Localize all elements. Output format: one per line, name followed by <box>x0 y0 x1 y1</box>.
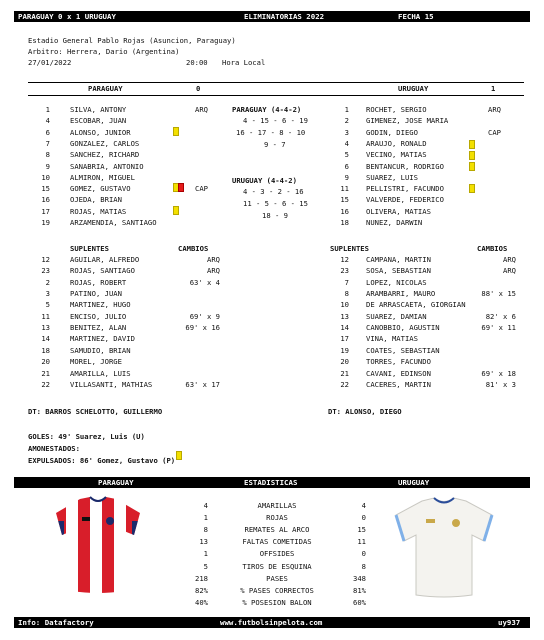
stat-label: % POSESION BALON <box>242 597 312 607</box>
player-number: 16 <box>41 195 50 205</box>
stat-home-value: 218 <box>195 573 208 583</box>
away-sub-row <box>0 290 544 299</box>
stats-row <box>0 599 544 608</box>
player-role: CAP <box>195 184 208 194</box>
home-team-name: PARAGUAY <box>88 84 123 93</box>
yellow-card-icon <box>469 140 475 149</box>
yellow-card-icon <box>173 206 179 215</box>
player-change: ARQ <box>503 255 516 264</box>
footer-source: Info: Datafactory <box>18 618 94 627</box>
stats-row <box>0 550 544 559</box>
stat-away-value: 0 <box>361 513 366 523</box>
sent-off-line: EXPULSADOS: 86' Gomez, Gustavo (P) <box>28 456 176 465</box>
goals-line: GOLES: 49' Suarez, Luis (U) <box>28 432 145 441</box>
player-name: ROJAS, MATIAS <box>70 206 127 216</box>
player-name: BENITEZ, ALAN <box>70 323 127 333</box>
home-formation-title: PARAGUAY (4-4-2) <box>232 105 302 114</box>
away-starter-row <box>0 163 544 172</box>
player-role: ARQ <box>195 105 208 114</box>
player-name: SOSA, SEBASTIAN <box>366 266 431 276</box>
player-change: 63' x 4 <box>189 277 220 287</box>
player-name: CAVANI, EDINSON <box>366 368 431 378</box>
player-number: 21 <box>340 368 349 378</box>
stats-row <box>0 575 544 584</box>
red-card-icon <box>178 183 184 192</box>
footer-site: www.futbolsinpelota.com <box>220 618 323 627</box>
player-number: 22 <box>340 379 349 389</box>
yellow-card-icon <box>173 127 179 136</box>
away-team-name: URUGUAY <box>398 84 429 93</box>
stat-away-value: 60% <box>353 597 366 607</box>
away-coach: DT: ALONSO, DIEGO <box>328 407 402 416</box>
stat-label: OFFSIDES <box>259 549 295 559</box>
stat-label: % PASES CORRECTOS <box>240 585 314 595</box>
yellow-card-icon <box>469 151 475 160</box>
player-number: 7 <box>344 277 349 287</box>
away-subs-header: SUPLENTES <box>330 244 369 253</box>
player-number: 18 <box>340 218 349 227</box>
player-change: 81' x 3 <box>485 379 516 389</box>
player-name: SANCHEZ, RICHARD <box>70 150 140 160</box>
player-number: 7 <box>45 138 50 148</box>
yellow-card-icon <box>469 184 475 193</box>
player-name: GODIN, DIEGO <box>366 127 418 137</box>
player-number: 23 <box>340 266 349 276</box>
player-name: VECINO, MATIAS <box>366 150 427 160</box>
player-number: 9 <box>344 172 349 182</box>
player-name: CANOBBIO, AGUSTIN <box>366 323 440 333</box>
player-number: 22 <box>41 379 50 389</box>
player-number: 4 <box>344 138 349 148</box>
away-changes-header: CAMBIOS <box>477 244 508 253</box>
player-name: SAMUDIO, BRIAN <box>70 345 131 355</box>
player-number: 9 <box>45 161 50 171</box>
player-number: 10 <box>41 172 50 182</box>
player-number: 1 <box>344 105 349 114</box>
player-change: ARQ <box>207 266 220 276</box>
player-name: CACERES, MARTIN <box>366 379 431 389</box>
player-number: 8 <box>45 150 50 160</box>
player-name: COATES, SEBASTIAN <box>366 345 440 355</box>
player-change: ARQ <box>503 266 516 276</box>
yellow-card-icon <box>469 162 475 171</box>
player-name: SUAREZ, LUIS <box>366 172 418 182</box>
player-number: 2 <box>45 277 50 287</box>
time-label: Hora Local <box>222 58 266 67</box>
player-number: 20 <box>340 357 349 367</box>
player-change: 69' x 9 <box>189 311 220 321</box>
player-number: 15 <box>41 184 50 194</box>
player-number: 4 <box>45 116 50 126</box>
stat-home-value: 4 <box>203 501 208 510</box>
player-number: 15 <box>340 195 349 205</box>
player-number: 3 <box>45 289 50 299</box>
player-change: 69' x 11 <box>481 323 516 333</box>
player-name: VINA, MATIAS <box>366 334 418 344</box>
team-header-bottom-line <box>28 95 524 96</box>
match-title: PARAGUAY 0 x 1 URUGUAY <box>18 12 116 21</box>
player-name: MARTINEZ, HUGO <box>70 300 131 310</box>
player-number: 2 <box>344 116 349 126</box>
home-subs-header: SUPLENTES <box>70 244 109 253</box>
team-header-top-line <box>28 82 524 83</box>
yellow-card-icon <box>176 451 182 460</box>
away-formation-line-3: 18 - 9 <box>262 211 288 220</box>
player-change: 63' x 17 <box>185 379 220 389</box>
player-number: 8 <box>344 289 349 299</box>
away-formation-line-2: 11 - 5 - 6 - 15 <box>243 199 308 208</box>
player-change: 88' x 15 <box>481 289 516 299</box>
stat-away-value: 4 <box>361 501 366 510</box>
away-sub-row <box>0 335 544 344</box>
player-name: GOMEZ, GUSTAVO <box>70 184 131 194</box>
away-sub-row <box>0 256 544 265</box>
home-formation-line-1: 4 - 15 - 6 - 19 <box>243 116 308 125</box>
stats-row <box>0 563 544 572</box>
player-number: 13 <box>41 323 50 333</box>
player-number: 19 <box>41 218 50 227</box>
player-number: 20 <box>41 357 50 367</box>
home-changes-header: CAMBIOS <box>178 244 209 253</box>
player-name: ARAMBARRI, MAURO <box>366 289 436 299</box>
home-formation-line-2: 16 - 17 - 8 - 10 <box>236 128 306 137</box>
player-name: BENTANCUR, RODRIGO <box>366 161 444 171</box>
player-number: 11 <box>340 184 349 194</box>
home-team-score: 0 <box>196 84 201 93</box>
round-title: FECHA 15 <box>398 12 434 21</box>
player-name: SILVA, ANTONY <box>70 105 127 114</box>
player-number: 14 <box>41 334 50 344</box>
player-name: OJEDA, BRIAN <box>70 195 122 205</box>
stat-home-value: 8 <box>203 525 208 535</box>
player-name: AMARILLA, LUIS <box>70 368 131 378</box>
away-formation-title: URUGUAY (4-4-2) <box>232 176 297 185</box>
player-number: 11 <box>41 311 50 321</box>
stat-label: TIROS DE ESQUINA <box>242 561 312 571</box>
player-change: 69' x 16 <box>185 323 220 333</box>
away-sub-row <box>0 267 544 276</box>
header-bar <box>14 11 530 22</box>
player-number: 13 <box>340 311 349 321</box>
player-role: CAP <box>488 127 501 137</box>
player-name: DE ARRASCAETA, GIORGIAN <box>366 300 466 310</box>
stat-home-value: 40% <box>195 597 208 607</box>
player-name: ARZAMENDIA, SANTIAGO <box>70 218 157 227</box>
away-sub-row <box>0 279 544 288</box>
away-starter-row <box>0 219 544 228</box>
player-name: SUAREZ, DAMIAN <box>366 311 427 321</box>
player-change: 69' x 18 <box>481 368 516 378</box>
player-name: AGUILAR, ALFREDO <box>70 255 140 264</box>
stats-row <box>0 502 544 511</box>
away-team-score: 1 <box>491 84 496 93</box>
player-number: 6 <box>344 161 349 171</box>
player-number: 19 <box>340 345 349 355</box>
home-coach: DT: BARROS SCHELOTTO, GUILLERMO <box>28 407 163 416</box>
away-sub-row <box>0 313 544 322</box>
player-name: GONZALEZ, CARLOS <box>70 138 140 148</box>
player-name: NUNEZ, DARWIN <box>366 218 423 227</box>
stat-away-value: 81% <box>353 585 366 595</box>
stat-home-value: 1 <box>203 513 208 523</box>
stadium-info: Estadio General Pablo Rojas (Asuncion, Paraguay) <box>28 36 236 45</box>
player-change: ARQ <box>207 255 220 264</box>
stat-label: PASES <box>266 573 288 583</box>
player-name: ENCISO, JULIO <box>70 311 127 321</box>
player-name: ARAUJO, RONALD <box>366 138 427 148</box>
booked-label: AMONESTADOS: <box>28 444 80 453</box>
stat-label: ROJAS <box>266 513 288 523</box>
player-number: 12 <box>41 255 50 264</box>
away-sub-row <box>0 347 544 356</box>
stat-away-value: 11 <box>357 537 366 547</box>
player-number: 5 <box>45 300 50 310</box>
player-name: MARTINEZ, DAVID <box>70 334 135 344</box>
away-starter-row <box>0 151 544 160</box>
stats-away-team: URUGUAY <box>398 478 430 487</box>
player-number: 1 <box>45 105 50 114</box>
stat-home-value: 1 <box>203 549 208 559</box>
player-name: SANABRIA, ANTONIO <box>70 161 144 171</box>
player-change: 82' x 6 <box>485 311 516 321</box>
stats-row <box>0 526 544 535</box>
footer-code: uy937 <box>498 618 521 627</box>
stat-away-value: 0 <box>361 549 366 559</box>
away-formation-line-1: 4 - 3 - 2 - 16 <box>243 187 304 196</box>
player-number: 17 <box>340 334 349 344</box>
away-sub-row <box>0 324 544 333</box>
match-time: 20:00 <box>186 58 208 67</box>
away-sub-row <box>0 381 544 390</box>
player-name: CAMPANA, MARTIN <box>366 255 431 264</box>
stat-away-value: 348 <box>353 573 366 583</box>
player-number: 3 <box>344 127 349 137</box>
away-sub-row <box>0 370 544 379</box>
stat-label: FALTAS COMETIDAS <box>242 537 312 547</box>
player-name: OLIVERA, MATIAS <box>366 206 431 216</box>
player-name: VILLASANTI, MATHIAS <box>70 379 153 389</box>
player-number: 10 <box>340 300 349 310</box>
away-sub-row <box>0 301 544 310</box>
player-name: ROJAS, ROBERT <box>70 277 127 287</box>
stats-title: ESTADISTICAS <box>244 478 298 487</box>
referee-info: Arbitro: Herrera, Dario (Argentina) <box>28 47 180 56</box>
stat-label: REMATES AL ARCO <box>244 525 310 535</box>
player-name: ALMIRON, MIGUEL <box>70 172 135 182</box>
player-name: LOPEZ, NICOLAS <box>366 277 427 287</box>
stats-row <box>0 587 544 596</box>
player-number: 23 <box>41 266 50 276</box>
player-number: 21 <box>41 368 50 378</box>
player-number: 12 <box>340 255 349 264</box>
player-name: PATINO, JUAN <box>70 289 122 299</box>
player-number: 14 <box>340 323 349 333</box>
stat-home-value: 82% <box>195 585 208 595</box>
player-number: 18 <box>41 345 50 355</box>
stats-home-team: PARAGUAY <box>98 478 134 487</box>
stat-away-value: 8 <box>361 561 366 571</box>
match-date: 27/01/2022 <box>28 58 72 67</box>
player-number: 16 <box>340 206 349 216</box>
stat-label: AMARILLAS <box>257 501 297 510</box>
player-number: 5 <box>344 150 349 160</box>
player-name: ESCOBAR, JUAN <box>70 116 127 126</box>
competition-title: ELIMINATORIAS 2022 <box>244 12 325 21</box>
away-sub-row <box>0 358 544 367</box>
player-name: PELLISTRI, FACUNDO <box>366 184 444 194</box>
stats-row <box>0 514 544 523</box>
player-role: ARQ <box>488 105 501 114</box>
player-name: ROJAS, SANTIAGO <box>70 266 135 276</box>
player-name: TORRES, FACUNDO <box>366 357 431 367</box>
player-number: 6 <box>45 127 50 137</box>
stats-header-bar <box>14 477 530 488</box>
stat-home-value: 5 <box>203 561 208 571</box>
player-name: VALVERDE, FEDERICO <box>366 195 444 205</box>
player-name: ROCHET, SERGIO <box>366 105 427 114</box>
stat-home-value: 13 <box>199 537 208 547</box>
home-formation-line-3: 9 - 7 <box>264 140 286 149</box>
stat-away-value: 15 <box>357 525 366 535</box>
player-number: 17 <box>41 206 50 216</box>
footer-bar <box>14 617 530 628</box>
player-name: GIMENEZ, JOSE MARIA <box>366 116 449 126</box>
stats-row <box>0 538 544 547</box>
player-name: ALONSO, JUNIOR <box>70 127 131 137</box>
player-name: MOREL, JORGE <box>70 357 122 367</box>
